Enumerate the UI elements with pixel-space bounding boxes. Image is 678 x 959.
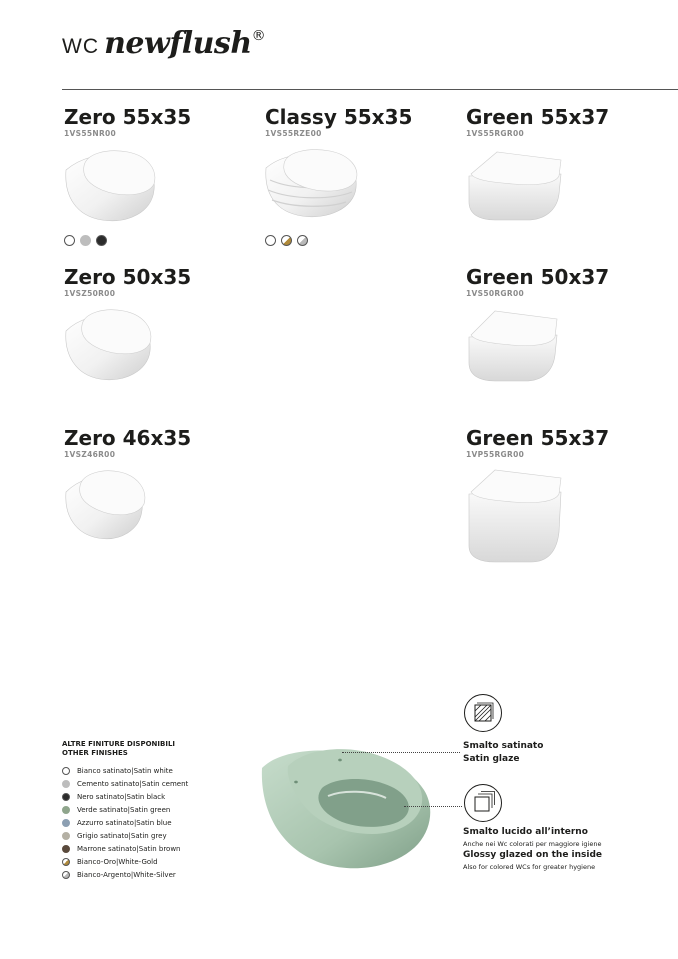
leader-line	[342, 752, 460, 753]
product-code: 1VSZ46R00	[64, 450, 116, 459]
toilet-image	[465, 466, 565, 566]
swatch-white-gold	[62, 858, 70, 866]
legend-label: Cemento satinato|Satin cement	[77, 780, 189, 789]
swatch-white-silver	[297, 235, 308, 246]
glossy-inside-icon	[464, 784, 502, 822]
swatch-satin-cement	[62, 780, 70, 788]
swatch-white-silver	[62, 871, 70, 879]
legend-item	[62, 791, 262, 804]
product-card	[466, 106, 656, 138]
product-code: 1VS55RGR00	[466, 129, 525, 138]
legend-item	[62, 829, 262, 842]
product-card	[466, 266, 656, 298]
legend-title: ALTRE FINITURE DISPONIBILI	[62, 740, 176, 748]
product-card	[265, 106, 455, 138]
product-code: 1VP55RGR00	[466, 450, 525, 459]
legend-label: Marrone satinato|Satin brown	[77, 844, 181, 853]
finish-swatches	[64, 235, 107, 246]
legend-subtitle: OTHER FINISHES	[62, 749, 128, 757]
product-title: Zero 46x35	[64, 426, 192, 450]
legend-item	[62, 817, 262, 830]
legend-label: Grigio satinato|Satin grey	[77, 831, 167, 840]
product-card	[64, 106, 254, 138]
swatch-satin-white	[64, 235, 75, 246]
registered-mark: ®	[251, 28, 266, 44]
feature-glossy-inside	[463, 826, 602, 872]
feature-sub-it: Anche nei Wc colorati per maggiore igiene	[463, 840, 602, 848]
toilet-image	[465, 305, 561, 387]
swatch-satin-brown	[62, 845, 70, 853]
legend-item	[62, 842, 262, 855]
product-code: 1VS50RGR00	[466, 289, 525, 298]
feature-satin-glaze	[463, 740, 543, 766]
green-toilet-image	[258, 738, 434, 876]
legend-item	[62, 778, 262, 791]
swatch-satin-white	[62, 767, 70, 775]
swatch-satin-cement	[80, 235, 91, 246]
finish-swatches	[265, 235, 308, 246]
leader-line	[404, 806, 462, 807]
brand-wc: WC	[62, 35, 99, 58]
product-title: Classy 55x35	[265, 105, 413, 129]
toilet-image	[62, 305, 156, 385]
product-card	[64, 266, 254, 298]
product-code: 1VS55NR00	[64, 129, 117, 138]
feature-sub-en: Also for colored WCs for greater hygiene	[463, 863, 596, 871]
feature-title-en: Satin glaze	[463, 754, 520, 764]
satin-glaze-icon	[464, 694, 502, 732]
finishes-legend	[62, 740, 262, 881]
toilet-image	[62, 146, 162, 226]
feature-title-en: Glossy glazed on the inside	[463, 850, 603, 860]
swatch-white-gold	[281, 235, 292, 246]
legend-label: Nero satinato|Satin black	[77, 793, 166, 802]
toilet-image	[465, 146, 565, 226]
product-title: Green 50x37	[466, 265, 610, 289]
product-title: Green 55x37	[466, 426, 610, 450]
brand-header	[62, 26, 266, 61]
legend-label: Bianco satinato|Satin white	[77, 767, 173, 776]
product-title: Zero 50x35	[64, 265, 192, 289]
legend-list	[62, 765, 262, 881]
product-code: 1VS55RZE00	[265, 129, 322, 138]
legend-item	[62, 804, 262, 817]
swatch-satin-blue	[62, 819, 70, 827]
swatch-satin-green	[62, 806, 70, 814]
swatch-satin-black	[96, 235, 107, 246]
product-title: Green 55x37	[466, 105, 610, 129]
feature-title-it: Smalto lucido all’interno	[463, 827, 588, 837]
swatch-satin-black	[62, 793, 70, 801]
swatch-satin-grey	[62, 832, 70, 840]
legend-item	[62, 868, 262, 881]
legend-item	[62, 855, 262, 868]
toilet-image	[262, 146, 362, 222]
legend-label: Bianco-Argento|White-Silver	[77, 870, 176, 879]
product-card	[64, 427, 254, 459]
swatch-satin-white	[265, 235, 276, 246]
product-code: 1VSZ50R00	[64, 289, 116, 298]
legend-item	[62, 765, 262, 778]
feature-title-it: Smalto satinato	[463, 741, 544, 751]
legend-label: Azzurro satinato|Satin blue	[77, 819, 172, 827]
product-card	[466, 427, 656, 459]
toilet-image	[62, 466, 148, 542]
header-divider	[62, 89, 678, 90]
legend-label: Bianco-Oro|White-Gold	[77, 857, 158, 866]
brand-name: newflush	[104, 26, 252, 61]
product-title: Zero 55x35	[64, 105, 192, 129]
legend-label: Verde satinato|Satin green	[77, 806, 171, 815]
